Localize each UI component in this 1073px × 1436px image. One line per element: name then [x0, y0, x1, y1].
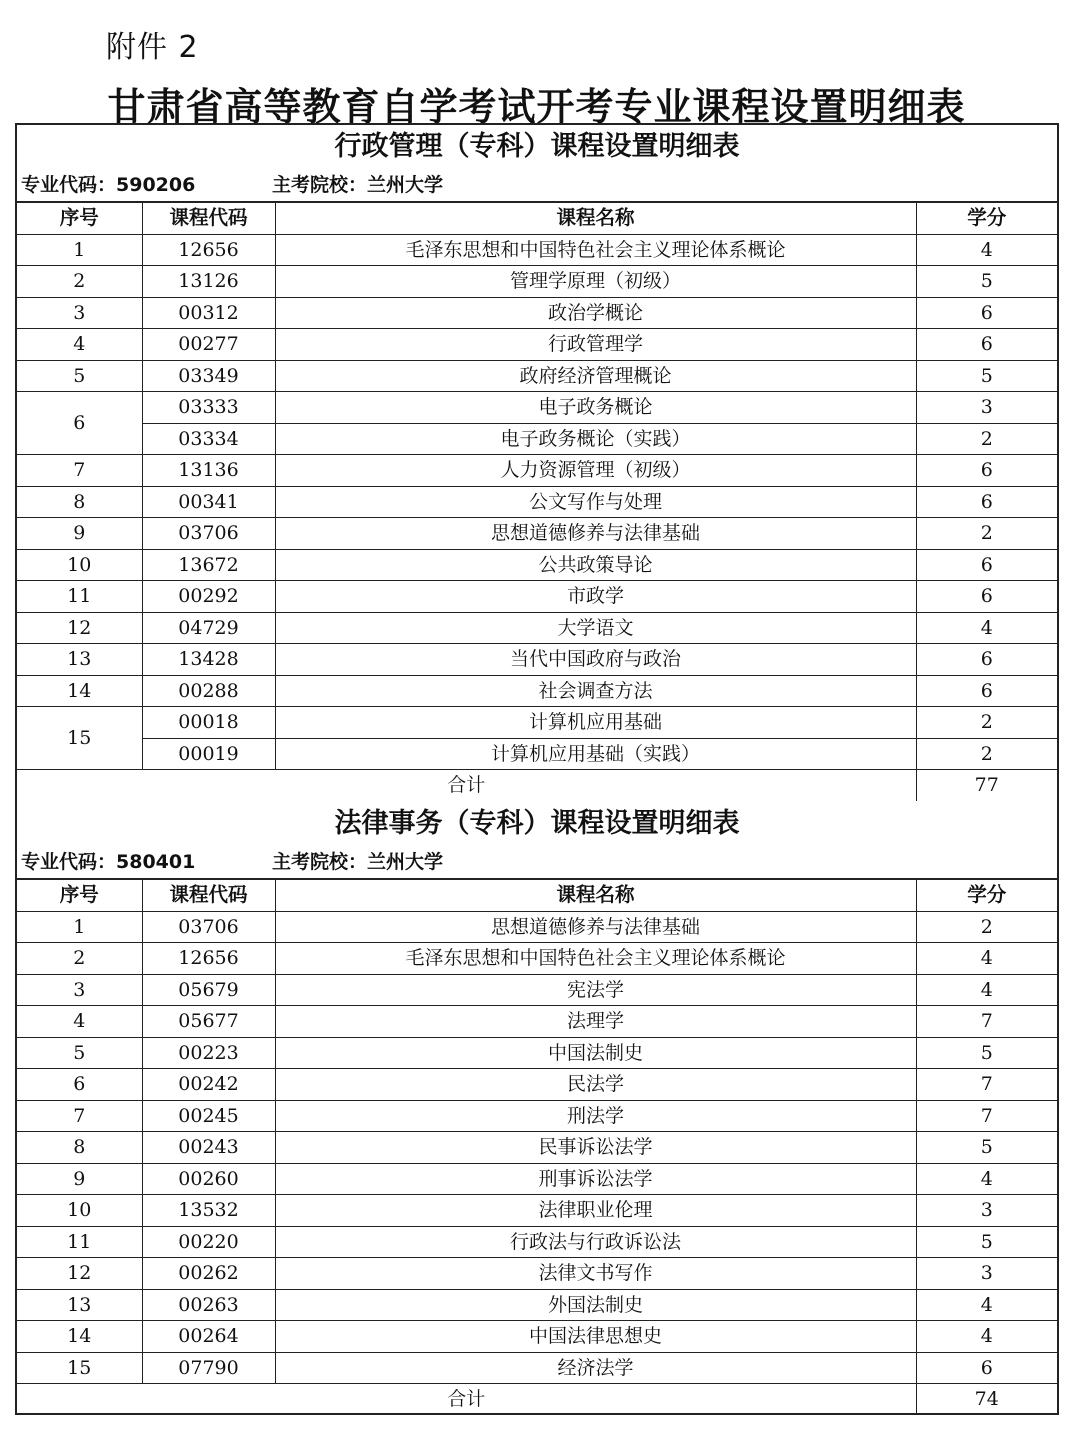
cell-seq: 11	[17, 581, 142, 613]
cell-seq: 3	[17, 297, 142, 329]
cell-course-name: 刑法学	[275, 1100, 916, 1132]
table-header-row	[17, 880, 1057, 912]
cell-course-code: 00341	[142, 486, 275, 518]
cell-course-name: 计算机应用基础	[275, 707, 916, 739]
cell-credit: 7	[916, 1006, 1057, 1038]
cell-credit: 6	[916, 297, 1057, 329]
cell-course-name: 社会调查方法	[275, 675, 916, 707]
cell-credit: 3	[916, 392, 1057, 424]
major-code: 专业代码：580401	[21, 851, 196, 873]
cell-seq: 7	[17, 1100, 142, 1132]
cell-seq: 4	[17, 329, 142, 361]
exam-school: 主考院校：兰州大学	[272, 174, 444, 196]
cell-credit: 4	[916, 612, 1057, 644]
cell-course-code: 00242	[142, 1069, 275, 1101]
cell-course-code: 00018	[142, 707, 275, 739]
cell-seq: 12	[17, 612, 142, 644]
header-credit: 学分	[916, 880, 1057, 912]
total-label: 合计	[17, 770, 916, 801]
cell-course-code: 03706	[142, 911, 275, 943]
cell-credit: 4	[916, 1289, 1057, 1321]
cell-course-name: 法律文书写作	[275, 1258, 916, 1290]
cell-course-code: 00019	[142, 738, 275, 770]
cell-course-code: 03349	[142, 360, 275, 392]
table-row	[17, 1163, 1057, 1195]
cell-course-code: 03333	[142, 392, 275, 424]
cell-course-code: 00263	[142, 1289, 275, 1321]
cell-course-code: 13428	[142, 644, 275, 676]
cell-course-code: 00312	[142, 297, 275, 329]
header-course-name: 课程名称	[275, 203, 916, 235]
table-row	[17, 549, 1057, 581]
section-meta	[17, 169, 1057, 202]
cell-course-code: 00277	[142, 329, 275, 361]
cell-credit: 5	[916, 266, 1057, 298]
table-row	[17, 486, 1057, 518]
cell-credit: 2	[916, 518, 1057, 550]
cell-course-code: 04729	[142, 612, 275, 644]
cell-course-code: 00243	[142, 1132, 275, 1164]
table-row	[17, 329, 1057, 361]
cell-course-name: 毛泽东思想和中国特色社会主义理论体系概论	[275, 943, 916, 975]
section-title: 行政管理（专科）课程设置明细表	[334, 131, 740, 162]
cell-seq: 6	[17, 1069, 142, 1101]
cell-credit: 6	[916, 581, 1057, 613]
cell-credit: 6	[916, 455, 1057, 487]
cell-course-name: 民事诉讼法学	[275, 1132, 916, 1164]
cell-course-name: 法律职业伦理	[275, 1195, 916, 1227]
table-row	[17, 297, 1057, 329]
cell-course-name: 行政管理学	[275, 329, 916, 361]
cell-credit: 3	[916, 1195, 1057, 1227]
cell-course-code: 13672	[142, 549, 275, 581]
table-row	[17, 1226, 1057, 1258]
cell-course-code: 00245	[142, 1100, 275, 1132]
cell-seq: 5	[17, 1037, 142, 1069]
cell-seq: 3	[17, 974, 142, 1006]
cell-seq: 14	[17, 675, 142, 707]
header-seq: 序号	[17, 203, 142, 235]
cell-seq: 2	[17, 266, 142, 298]
cell-credit: 4	[916, 1163, 1057, 1195]
cell-course-name: 电子政务概论（实践）	[275, 423, 916, 455]
table-row	[17, 612, 1057, 644]
cell-course-code: 05677	[142, 1006, 275, 1038]
cell-course-name: 当代中国政府与政治	[275, 644, 916, 676]
section-meta	[17, 846, 1057, 879]
cell-seq: 10	[17, 549, 142, 581]
cell-course-name: 行政法与行政诉讼法	[275, 1226, 916, 1258]
total-row	[17, 770, 1057, 801]
table-header-row	[17, 203, 1057, 235]
cell-course-name: 计算机应用基础（实践）	[275, 738, 916, 770]
cell-seq: 8	[17, 486, 142, 518]
cell-course-code: 05679	[142, 974, 275, 1006]
cell-seq: 6	[17, 392, 142, 455]
header-course-code: 课程代码	[142, 203, 275, 235]
cell-credit: 2	[916, 738, 1057, 770]
cell-seq: 13	[17, 1289, 142, 1321]
cell-course-code: 12656	[142, 943, 275, 975]
cell-course-name: 思想道德修养与法律基础	[275, 911, 916, 943]
cell-credit: 4	[916, 974, 1057, 1006]
cell-credit: 6	[916, 549, 1057, 581]
table-row	[17, 1352, 1057, 1384]
cell-credit: 5	[916, 360, 1057, 392]
cell-seq: 2	[17, 943, 142, 975]
cell-course-code: 00292	[142, 581, 275, 613]
cell-course-code: 12656	[142, 234, 275, 266]
cell-credit: 6	[916, 1352, 1057, 1384]
attachment-label: 附件 2	[106, 30, 199, 65]
total-credit: 74	[916, 1384, 1057, 1415]
table-row	[17, 1037, 1057, 1069]
cell-course-name: 中国法制史	[275, 1037, 916, 1069]
section-admin-management	[17, 125, 1057, 801]
total-row	[17, 1384, 1057, 1415]
table-row	[17, 1258, 1057, 1290]
cell-course-code: 00220	[142, 1226, 275, 1258]
table-row	[17, 234, 1057, 266]
cell-course-name: 宪法学	[275, 974, 916, 1006]
cell-course-name: 毛泽东思想和中国特色社会主义理论体系概论	[275, 234, 916, 266]
exam-school: 主考院校：兰州大学	[272, 851, 444, 873]
cell-course-name: 政治学概论	[275, 297, 916, 329]
cell-seq: 13	[17, 644, 142, 676]
document-title: 甘肃省高等教育自学考试开考专业课程设置明细表	[107, 85, 966, 129]
table-row	[17, 911, 1057, 943]
table-row	[17, 1195, 1057, 1227]
cell-course-name: 法理学	[275, 1006, 916, 1038]
cell-course-name: 人力资源管理（初级）	[275, 455, 916, 487]
cell-course-code: 00264	[142, 1321, 275, 1353]
table-row	[17, 1100, 1057, 1132]
cell-course-code: 13136	[142, 455, 275, 487]
table-row	[17, 1006, 1057, 1038]
cell-seq: 15	[17, 707, 142, 770]
cell-credit: 6	[916, 329, 1057, 361]
cell-credit: 5	[916, 1226, 1057, 1258]
cell-course-name: 政府经济管理概论	[275, 360, 916, 392]
cell-course-code: 00288	[142, 675, 275, 707]
cell-seq: 4	[17, 1006, 142, 1038]
course-table	[17, 202, 1057, 801]
table-row	[17, 738, 1057, 770]
header-course-name: 课程名称	[275, 880, 916, 912]
cell-course-name: 公共政策导论	[275, 549, 916, 581]
cell-course-code: 13532	[142, 1195, 275, 1227]
table-row	[17, 581, 1057, 613]
table-row	[17, 1289, 1057, 1321]
cell-course-code: 00260	[142, 1163, 275, 1195]
table-row	[17, 1132, 1057, 1164]
cell-course-code: 13126	[142, 266, 275, 298]
cell-course-name: 民法学	[275, 1069, 916, 1101]
cell-seq: 1	[17, 911, 142, 943]
cell-course-code: 07790	[142, 1352, 275, 1384]
cell-course-name: 公文写作与处理	[275, 486, 916, 518]
cell-credit: 7	[916, 1100, 1057, 1132]
cell-course-code: 00262	[142, 1258, 275, 1290]
cell-credit: 4	[916, 1321, 1057, 1353]
table-row	[17, 455, 1057, 487]
cell-seq: 12	[17, 1258, 142, 1290]
cell-seq: 9	[17, 1163, 142, 1195]
cell-seq: 7	[17, 455, 142, 487]
total-label: 合计	[17, 1384, 916, 1415]
total-credit: 77	[916, 770, 1057, 801]
cell-seq: 10	[17, 1195, 142, 1227]
cell-course-code: 00223	[142, 1037, 275, 1069]
major-code: 专业代码：590206	[21, 174, 196, 196]
cell-credit: 5	[916, 1037, 1057, 1069]
table-row	[17, 518, 1057, 550]
cell-credit: 2	[916, 911, 1057, 943]
cell-course-name: 管理学原理（初级）	[275, 266, 916, 298]
table-row	[17, 943, 1057, 975]
cell-credit: 6	[916, 486, 1057, 518]
cell-seq: 14	[17, 1321, 142, 1353]
cell-course-name: 电子政务概论	[275, 392, 916, 424]
section-title: 法律事务（专科）课程设置明细表	[334, 808, 740, 839]
table-row	[17, 707, 1057, 739]
document-frame	[15, 123, 1059, 1415]
cell-credit: 6	[916, 675, 1057, 707]
cell-course-code: 03706	[142, 518, 275, 550]
table-row	[17, 360, 1057, 392]
section-legal-affairs	[17, 802, 1057, 1415]
table-row	[17, 392, 1057, 424]
cell-seq: 8	[17, 1132, 142, 1164]
cell-credit: 5	[916, 1132, 1057, 1164]
course-table	[17, 879, 1057, 1415]
cell-course-code: 03334	[142, 423, 275, 455]
cell-seq: 11	[17, 1226, 142, 1258]
cell-credit: 6	[916, 644, 1057, 676]
table-row	[17, 675, 1057, 707]
table-row	[17, 1069, 1057, 1101]
cell-course-name: 市政学	[275, 581, 916, 613]
cell-credit: 4	[916, 234, 1057, 266]
header-seq: 序号	[17, 880, 142, 912]
header-credit: 学分	[916, 203, 1057, 235]
table-row	[17, 644, 1057, 676]
cell-seq: 9	[17, 518, 142, 550]
header-course-code: 课程代码	[142, 880, 275, 912]
table-row	[17, 266, 1057, 298]
cell-course-name: 外国法制史	[275, 1289, 916, 1321]
cell-course-name: 刑事诉讼法学	[275, 1163, 916, 1195]
cell-course-name: 大学语文	[275, 612, 916, 644]
cell-course-name: 思想道德修养与法律基础	[275, 518, 916, 550]
cell-course-name: 中国法律思想史	[275, 1321, 916, 1353]
cell-seq: 5	[17, 360, 142, 392]
cell-credit: 3	[916, 1258, 1057, 1290]
cell-credit: 2	[916, 423, 1057, 455]
table-row	[17, 1321, 1057, 1353]
cell-credit: 2	[916, 707, 1057, 739]
cell-seq: 1	[17, 234, 142, 266]
cell-course-name: 经济法学	[275, 1352, 916, 1384]
cell-credit: 7	[916, 1069, 1057, 1101]
table-row	[17, 423, 1057, 455]
table-row	[17, 974, 1057, 1006]
cell-seq: 15	[17, 1352, 142, 1384]
cell-credit: 4	[916, 943, 1057, 975]
